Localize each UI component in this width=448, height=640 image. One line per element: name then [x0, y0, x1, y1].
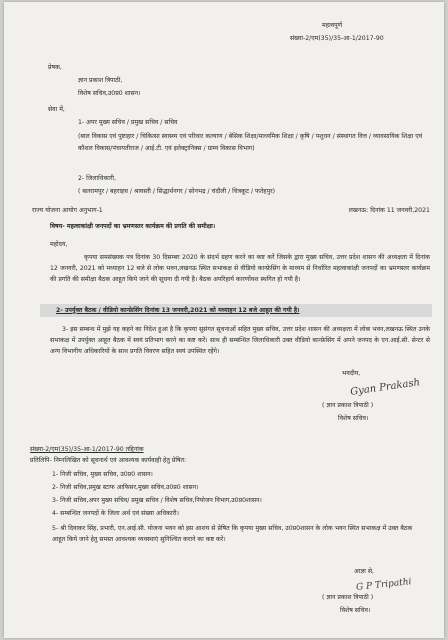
recipient-districts: ( बलरामपुर / बहराइच / श्रावस्ती / सिद्धार्थनगर / सोनभद्र / चंदौली / चित्रकूट / फतेहपुर): [78, 188, 276, 195]
copy-signatory-name: ( ज्ञान प्रकाश त्रिपाठी ): [322, 594, 374, 601]
copy-reference-number: संख्या-2/एम(35)/35-आ-1/2017-90 तद्दिनांक: [30, 446, 144, 453]
signatory-name: ( ज्ञान प्रकाश त्रिपाठी ): [322, 402, 374, 409]
sender-designation: विशेष सचिव,उ0प्र0 शासन।: [78, 90, 141, 97]
signatory-designation: विशेष सचिव।: [338, 415, 369, 422]
recipient-departments: (बाल विकास एवं पुष्टाहार / चिकित्सा स्वास्थ्य एवं परिवार कल्याण / बेसिक शिक्षा/माध्यमिक शिक्षा / कृषि / पशुधन / संस्थागत वित्त / व्यावसायिक शिक्षा एवं कौशल विकास/पंचायतीराज / आई.टी. एवं इलेक्ट्रानिक्स / ग्राम्य विकास विभाग): [78, 133, 423, 152]
paragraph-2-highlight: 2- उपर्युक्त बैठक / वीडियो कान्फ्रेसिंग दिनांक 13 जनवरी,2021 को मध्याहन 12 बजे आहूत की गयी है।: [56, 307, 300, 314]
copy-item: 2- निजी सचिव,प्रमुख स्टाफ आफिसर,मुख्य सचिव,उ0प्र0 शासन।: [52, 484, 199, 491]
signature: Gyan Prakash: [349, 377, 421, 398]
letter-date: लखनऊ: दिनांक 11 जनवरी,2021: [348, 207, 430, 214]
closing-regards: भवदीय,: [342, 370, 361, 377]
paragraph-3: 3- इस सम्बन्ध में मुझे यह कहने का निदेश हुआ है कि कृपया सुसंगत सूचनाओं सहित मुख्य सचिव, उत्तर प्रदेश शासन की अध्यक्षता में लोक भवन,लखनऊ स्थित उनके सभाकक्ष में उपर्युक्त आहूत बैठक में स्वयं प्रतिभाग करने का कष्ट करें। साथ ही सम्बन्धित जिलाधिकारी उक्त वीडियो कान्फ्रेसिंग में अपने जनपद के एन.आई.सी. सेन्टर से अन्य विभागीय अधिकारियों के साथ प्रगति विवरण सहित स्वयं उपस्थित रहेंगे।: [50, 326, 430, 355]
recipient-label: सेवा में,: [48, 106, 65, 113]
order-line: आज्ञा से,: [354, 568, 375, 575]
salutation: महोदय,: [50, 241, 68, 248]
sender-name: ज्ञान प्रकाश त्रिपाठी,: [78, 77, 123, 84]
copy-item: 1- निजी सचिव, मुख्य सचिव, उ0प्र0 शासन।: [52, 471, 153, 478]
sender-label: प्रेषक,: [48, 64, 62, 71]
recipient-item-2: 2- जिलाधिकारी,: [78, 175, 116, 182]
copy-item: 3- निजी सचिव,अपर मुख्य सचिव/ प्रमुख सचिव / विशेष सचिव,नियोजन विभाग,उ0प्र0शासन।: [52, 497, 262, 504]
copy-item: 4- सम्बन्धित जनपदों के जिला अर्थ एवं संख्या अधिकारी।: [52, 510, 179, 517]
reference-number: संख्या-2/एम(35)/35-आ-1/2017-90: [290, 35, 384, 42]
paragraph-1: कृपया समसंख्यक पत्र दिनांक 30 दिसम्बर 2020 के संदर्भ ग्रहण करने का कष्ट करें जिसके द्वारा मुख्य सचिव, उत्तर प्रदेश शासन की अध्यक्षता में दिनांक 12 जनवरी, 2021 को मध्याहन 12 बजे से लोक भवन,लखनऊ स्थित सभाकक्ष से वीडियो कान्फ्रेसिंग के माध्यम से निर्धारित महत्वाकांक्षी जनपदों का भ्रमणस्तर कार्यक्रम की प्रगति की समीक्षा बैठक आहूत किये जाने की सूचना दी गयी है। बैठक अपरिहार्य कारणोंवश स्थगित हो गयी है।: [50, 254, 430, 283]
subject-line: विषय- महत्वाकांक्षी जनपदों का भ्रमणस्तर कार्यक्रम की प्रगति की समीक्षा।: [50, 223, 216, 230]
copy-signature: G P Tripathi: [355, 577, 412, 593]
recipient-item-1: 1- अपर मुख्य सचिव / प्रमुख सचिव / सचिव: [78, 119, 178, 126]
copy-signatory-designation: विशेष सचिव।: [340, 607, 371, 614]
copy-intro: प्रतिलिपि- निम्नलिखित को सूचनार्थ एवं आवश्यक कार्यवाही हेतु प्रेषित:: [30, 457, 187, 464]
priority-label: महत्वपूर्ण: [322, 22, 343, 29]
copy-item: 5- श्री दिवाकर सिंह, प्रभारी, एन.आई.सी. योजना भवन को इस आशय से प्रेषित कि कृपया मुख्य सचिव, उ0प्र0शासन के लोक भवन स्थित सभाकक्ष में उक्त बैठक आहूत किये जाने हेतु समस्त आवश्यक व्यवस्थाएं सुनिश्चित कराने का कष्ट करें।: [52, 525, 413, 543]
section-name: राज्य योजना आयोग अनुभाग-1: [32, 207, 103, 214]
letter-page: [4, 2, 444, 638]
